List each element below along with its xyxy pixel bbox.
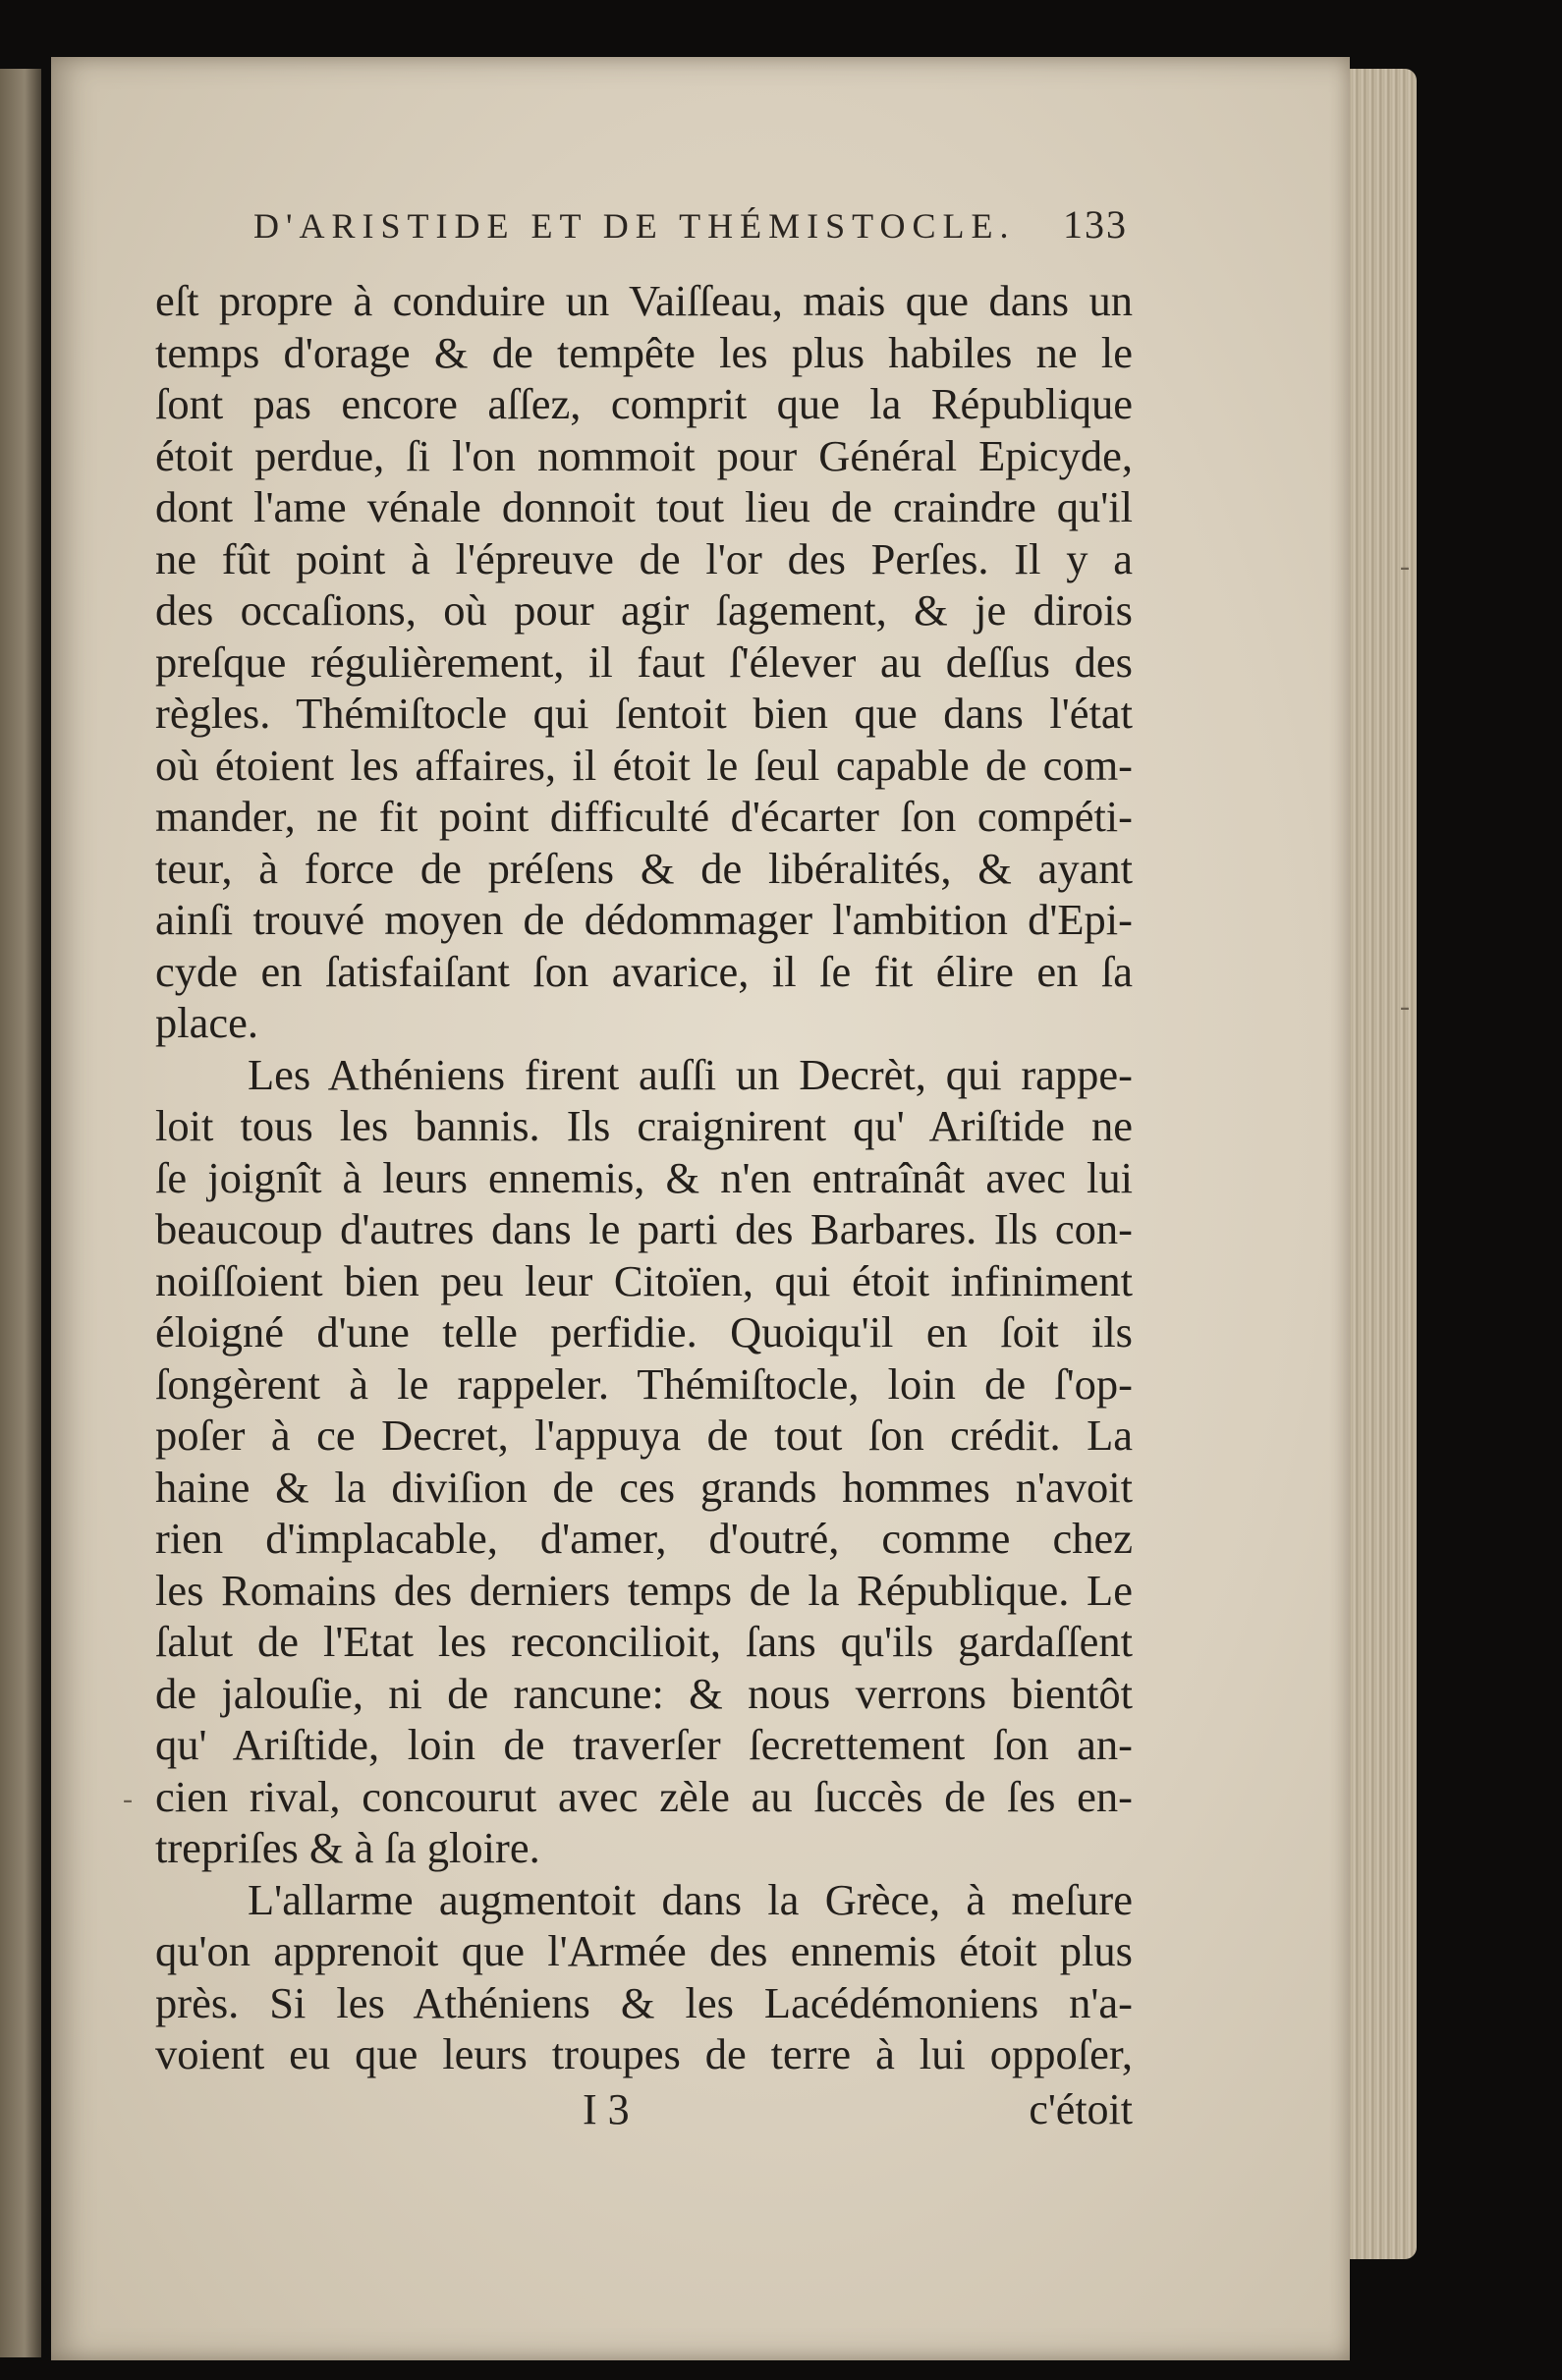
paragraph-start-line: Les Athéniens firent auſſi un Decrèt, qui rappe- <box>248 1049 1133 1099</box>
text-line: de jalouſie, ni de rancune: & nous verrons bientôt <box>155 1668 1133 1718</box>
text-line: près. Si les Athéniens & les Lacédémoniens n'a- <box>155 1977 1133 2027</box>
text-line: ſe joignît à leurs ennemis, & n'en entraînât avec lui <box>155 1152 1133 1202</box>
text-line: étoit perdue, ſi l'on nommoit pour Général Epicyde, <box>155 430 1133 480</box>
page-footer <box>155 2084 1133 2135</box>
text-line: règles. Thémiſtocle qui ſentoit bien que dans l'état <box>155 689 1133 738</box>
text-line: temps d'orage & de tempête les plus habiles ne le <box>155 327 1133 377</box>
text-line: qu' Ariſtide, loin de traverſer ſecrettement ſon an- <box>155 1720 1133 1769</box>
text-line: ſont pas encore aſſez, comprit que la République <box>155 379 1133 428</box>
body-text <box>155 275 1133 2080</box>
running-head-title: D'ARISTIDE ET DE THÉMISTOCLE. <box>253 206 1016 246</box>
facing-page-edge <box>0 69 41 2357</box>
margin-mark: - <box>1400 990 1410 1023</box>
text-line: cien rival, concourut avec zèle au ſuccès de ſes en- <box>155 1771 1133 1821</box>
text-line: ainſi trouvé moyen de dédommager l'ambition d'Epi- <box>155 895 1133 944</box>
text-line: place. <box>155 998 258 1047</box>
text-line: ſongèrent à le rappeler. Thémiſtocle, loin de ſ'op- <box>155 1358 1133 1409</box>
text-line: les Romains des derniers temps de la République. Le <box>155 1565 1133 1615</box>
catchword: c'étoit <box>1029 2085 1133 2133</box>
page-number: 133 <box>1063 202 1128 247</box>
text-line: preſque régulièrement, il faut ſ'élever au deſſus des <box>155 637 1133 687</box>
text-line: rien d'implacable, d'amer, d'outré, comme chez <box>155 1514 1133 1563</box>
text-line: loit tous les bannis. Ils craignirent qu' Ariſtide ne <box>155 1101 1133 1150</box>
running-head <box>253 201 1128 248</box>
signature-mark: I 3 <box>583 2085 630 2133</box>
text-line: ſalut de l'Etat les reconcilioit, ſans qu'ils gardaſſent <box>155 1617 1133 1666</box>
margin-mark: - <box>1400 550 1410 582</box>
text-line: cyde en ſatisfaiſant ſon avarice, il ſe fit élire en ſa <box>155 946 1133 996</box>
text-line: eſt propre à conduire un Vaiſſeau, mais que dans un <box>155 276 1133 325</box>
text-line: voient eu que leurs troupes de terre à lui oppoſer, <box>155 2029 1133 2078</box>
text-line: poſer à ce Decret, l'appuya de tout ſon crédit. La <box>155 1411 1133 1460</box>
text-line: beaucoup d'autres dans le parti des Barbares. Ils con- <box>155 1204 1133 1253</box>
text-line: qu'on apprenoit que l'Armée des ennemis étoit plus <box>155 1926 1133 1975</box>
text-line: noiſſoient bien peu leur Citoïen, qui étoit infiniment <box>155 1255 1133 1305</box>
text-line: éloigné d'une telle perfidie. Quoiqu'il en ſoit ils <box>155 1307 1133 1356</box>
paragraph-start-line: L'allarme augmentoit dans la Grèce, à meſure <box>248 1874 1133 1924</box>
text-line: dont l'ame vénale donnoit tout lieu de craindre qu'il <box>155 482 1133 531</box>
text-line: mander, ne fit point difficulté d'écarter ſon compéti- <box>155 792 1133 841</box>
text-line: teur, à force de préſens & de libéralités, & ayant <box>155 843 1133 893</box>
text-line: ne fût point à l'épreuve de l'or des Perſes. Il y a <box>155 533 1133 583</box>
text-line: des occaſions, où pour agir ſagement, & je dirois <box>155 585 1133 635</box>
margin-mark: - <box>123 1783 133 1815</box>
text-line: trepriſes & à ſa gloire. <box>155 1823 540 1872</box>
text-line: où étoient les affaires, il étoit le ſeul capable de com- <box>155 740 1133 790</box>
text-line: haine & la diviſion de ces grands hommes n'avoit <box>155 1462 1133 1512</box>
